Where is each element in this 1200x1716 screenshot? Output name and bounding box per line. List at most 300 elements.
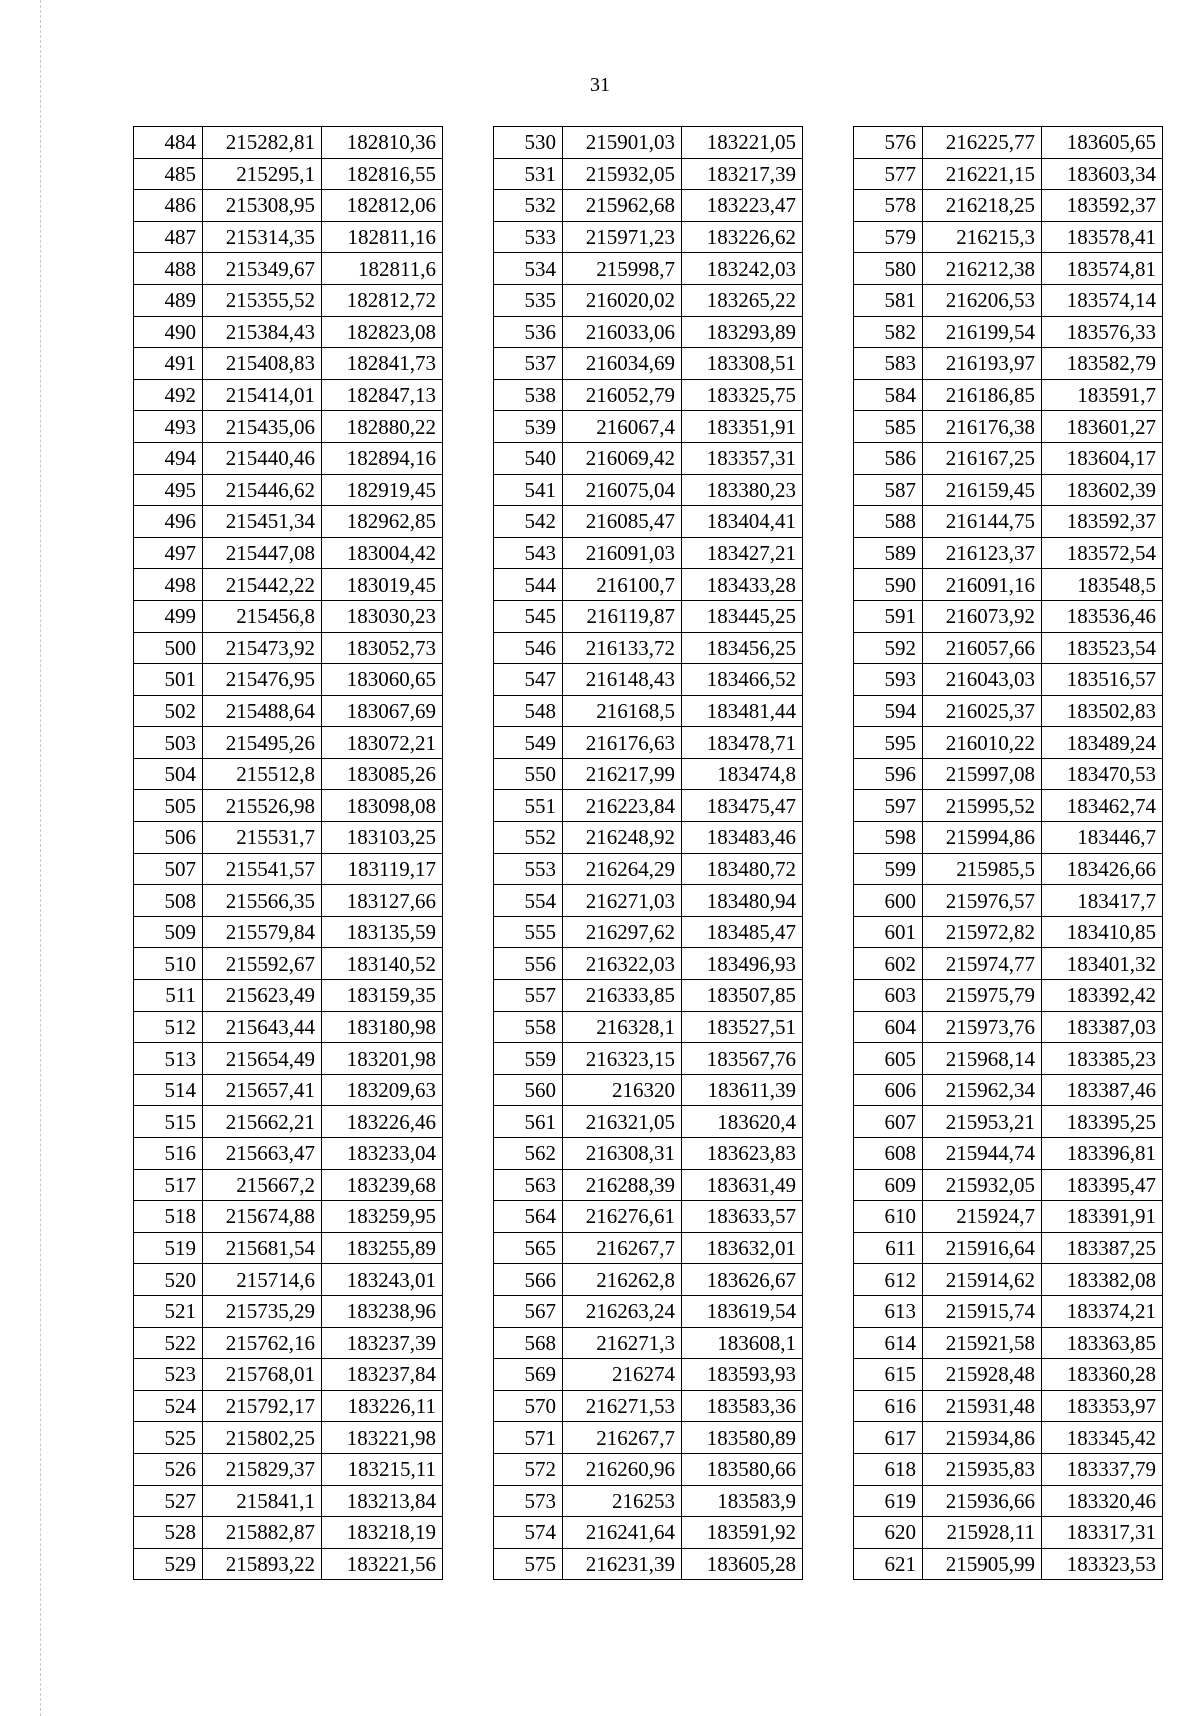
- x-coordinate-cell: 216262,8: [563, 1264, 682, 1296]
- y-coordinate-cell: 183374,21: [1042, 1295, 1163, 1327]
- point-number-cell: 487: [134, 221, 203, 253]
- y-coordinate-cell: 183470,53: [1042, 758, 1163, 790]
- point-number-cell: 602: [854, 948, 923, 980]
- table-row: [854, 822, 1163, 854]
- table-row: [494, 1517, 803, 1549]
- table-row: [854, 695, 1163, 727]
- point-number-cell: 490: [134, 316, 203, 348]
- x-coordinate-cell: 215962,34: [923, 1074, 1042, 1106]
- table-row: [854, 980, 1163, 1012]
- x-coordinate-cell: 215408,83: [203, 348, 322, 380]
- y-coordinate-cell: 183226,11: [322, 1390, 443, 1422]
- y-coordinate-cell: 183201,98: [322, 1043, 443, 1075]
- point-number-cell: 590: [854, 569, 923, 601]
- point-number-cell: 545: [494, 600, 563, 632]
- table-row: [494, 1201, 803, 1233]
- table-row: [854, 1169, 1163, 1201]
- x-coordinate-cell: 215674,88: [203, 1201, 322, 1233]
- table-row: [134, 1106, 443, 1138]
- y-coordinate-cell: 183387,03: [1042, 1011, 1163, 1043]
- point-number-cell: 541: [494, 474, 563, 506]
- x-coordinate-cell: 215714,6: [203, 1264, 322, 1296]
- y-coordinate-cell: 183433,28: [682, 569, 803, 601]
- table-row: [134, 1548, 443, 1580]
- table-row: [494, 221, 803, 253]
- x-coordinate-cell: 216100,7: [563, 569, 682, 601]
- y-coordinate-cell: 182919,45: [322, 474, 443, 506]
- x-coordinate-cell: 216215,3: [923, 221, 1042, 253]
- point-number-cell: 539: [494, 411, 563, 443]
- x-coordinate-cell: 216288,39: [563, 1169, 682, 1201]
- point-number-cell: 497: [134, 537, 203, 569]
- table-row: [134, 284, 443, 316]
- table-row: [494, 695, 803, 727]
- point-number-cell: 507: [134, 853, 203, 885]
- y-coordinate-cell: 183481,44: [682, 695, 803, 727]
- point-number-cell: 538: [494, 379, 563, 411]
- y-coordinate-cell: 183127,66: [322, 885, 443, 917]
- table-row: [134, 348, 443, 380]
- table-row: [134, 379, 443, 411]
- table-row: [134, 442, 443, 474]
- x-coordinate-cell: 215882,87: [203, 1517, 322, 1549]
- x-coordinate-cell: 216218,25: [923, 190, 1042, 222]
- table-row: [494, 1264, 803, 1296]
- point-number-cell: 570: [494, 1390, 563, 1422]
- y-coordinate-cell: 183180,98: [322, 1011, 443, 1043]
- point-number-cell: 596: [854, 758, 923, 790]
- x-coordinate-cell: 215953,21: [923, 1106, 1042, 1138]
- point-number-cell: 619: [854, 1485, 923, 1517]
- table-row: [854, 1043, 1163, 1075]
- y-coordinate-cell: 183466,52: [682, 664, 803, 696]
- coordinates-table-2: [493, 126, 803, 1580]
- table-row: [854, 1548, 1163, 1580]
- table-row: [854, 411, 1163, 443]
- table-row: [494, 1043, 803, 1075]
- x-coordinate-cell: 215841,1: [203, 1485, 322, 1517]
- point-number-cell: 555: [494, 916, 563, 948]
- table-row: [854, 537, 1163, 569]
- x-coordinate-cell: 216199,54: [923, 316, 1042, 348]
- x-coordinate-cell: 215295,1: [203, 158, 322, 190]
- table-row: [854, 853, 1163, 885]
- point-number-cell: 600: [854, 885, 923, 917]
- x-coordinate-cell: 215997,08: [923, 758, 1042, 790]
- table-row: [494, 253, 803, 285]
- table-row: [134, 190, 443, 222]
- y-coordinate-cell: 183527,51: [682, 1011, 803, 1043]
- table-row: [854, 221, 1163, 253]
- table-row: [494, 1232, 803, 1264]
- point-number-cell: 583: [854, 348, 923, 380]
- y-coordinate-cell: 183475,47: [682, 790, 803, 822]
- y-coordinate-cell: 183060,65: [322, 664, 443, 696]
- x-coordinate-cell: 215308,95: [203, 190, 322, 222]
- x-coordinate-cell: 216267,7: [563, 1232, 682, 1264]
- table-row: [134, 411, 443, 443]
- point-number-cell: 522: [134, 1327, 203, 1359]
- point-number-cell: 506: [134, 822, 203, 854]
- point-number-cell: 558: [494, 1011, 563, 1043]
- table-row: [134, 632, 443, 664]
- y-coordinate-cell: 183623,83: [682, 1138, 803, 1170]
- x-coordinate-cell: 216241,64: [563, 1517, 682, 1549]
- y-coordinate-cell: 183387,25: [1042, 1232, 1163, 1264]
- table-row: [134, 1390, 443, 1422]
- point-number-cell: 511: [134, 980, 203, 1012]
- table-row: [134, 664, 443, 696]
- x-coordinate-cell: 216067,4: [563, 411, 682, 443]
- point-number-cell: 610: [854, 1201, 923, 1233]
- y-coordinate-cell: 183478,71: [682, 727, 803, 759]
- point-number-cell: 496: [134, 506, 203, 538]
- table-row: [494, 411, 803, 443]
- point-number-cell: 547: [494, 664, 563, 696]
- x-coordinate-cell: 216322,03: [563, 948, 682, 980]
- x-coordinate-cell: 215566,35: [203, 885, 322, 917]
- table-row: [494, 1138, 803, 1170]
- y-coordinate-cell: 183417,7: [1042, 885, 1163, 917]
- point-number-cell: 617: [854, 1422, 923, 1454]
- y-coordinate-cell: 183221,98: [322, 1422, 443, 1454]
- x-coordinate-cell: 216091,03: [563, 537, 682, 569]
- y-coordinate-cell: 183548,5: [1042, 569, 1163, 601]
- point-number-cell: 567: [494, 1295, 563, 1327]
- y-coordinate-cell: 182812,06: [322, 190, 443, 222]
- point-number-cell: 505: [134, 790, 203, 822]
- x-coordinate-cell: 216057,66: [923, 632, 1042, 664]
- x-coordinate-cell: 215972,82: [923, 916, 1042, 948]
- y-coordinate-cell: 182847,13: [322, 379, 443, 411]
- point-number-cell: 492: [134, 379, 203, 411]
- point-number-cell: 589: [854, 537, 923, 569]
- point-number-cell: 495: [134, 474, 203, 506]
- table-row: [494, 316, 803, 348]
- point-number-cell: 598: [854, 822, 923, 854]
- point-number-cell: 591: [854, 600, 923, 632]
- table-row: [854, 379, 1163, 411]
- table-row: [134, 1485, 443, 1517]
- y-coordinate-cell: 183396,81: [1042, 1138, 1163, 1170]
- y-coordinate-cell: 183523,54: [1042, 632, 1163, 664]
- table-row: [854, 1359, 1163, 1391]
- point-number-cell: 613: [854, 1295, 923, 1327]
- y-coordinate-cell: 183603,34: [1042, 158, 1163, 190]
- y-coordinate-cell: 183567,76: [682, 1043, 803, 1075]
- y-coordinate-cell: 183632,01: [682, 1232, 803, 1264]
- table-row: [134, 1138, 443, 1170]
- x-coordinate-cell: 215901,03: [563, 127, 682, 159]
- point-number-cell: 503: [134, 727, 203, 759]
- table-row: [134, 695, 443, 727]
- table-row: [854, 1138, 1163, 1170]
- y-coordinate-cell: 183592,37: [1042, 506, 1163, 538]
- y-coordinate-cell: 183103,25: [322, 822, 443, 854]
- point-number-cell: 516: [134, 1138, 203, 1170]
- table-row: [854, 348, 1163, 380]
- point-number-cell: 597: [854, 790, 923, 822]
- x-coordinate-cell: 215473,92: [203, 632, 322, 664]
- table-row: [854, 1264, 1163, 1296]
- y-coordinate-cell: 183004,42: [322, 537, 443, 569]
- point-number-cell: 517: [134, 1169, 203, 1201]
- point-number-cell: 585: [854, 411, 923, 443]
- x-coordinate-cell: 215976,57: [923, 885, 1042, 917]
- point-number-cell: 509: [134, 916, 203, 948]
- y-coordinate-cell: 183480,94: [682, 885, 803, 917]
- y-coordinate-cell: 183574,14: [1042, 284, 1163, 316]
- x-coordinate-cell: 216323,15: [563, 1043, 682, 1075]
- table-row: [854, 1327, 1163, 1359]
- y-coordinate-cell: 183395,25: [1042, 1106, 1163, 1138]
- table-row: [494, 980, 803, 1012]
- x-coordinate-cell: 215893,22: [203, 1548, 322, 1580]
- point-number-cell: 601: [854, 916, 923, 948]
- y-coordinate-cell: 183536,46: [1042, 600, 1163, 632]
- x-coordinate-cell: 216221,15: [923, 158, 1042, 190]
- point-number-cell: 488: [134, 253, 203, 285]
- y-coordinate-cell: 183135,59: [322, 916, 443, 948]
- y-coordinate-cell: 183259,95: [322, 1201, 443, 1233]
- x-coordinate-cell: 215282,81: [203, 127, 322, 159]
- table-row: [494, 1422, 803, 1454]
- y-coordinate-cell: 182811,16: [322, 221, 443, 253]
- table-row: [494, 664, 803, 696]
- x-coordinate-cell: 215643,44: [203, 1011, 322, 1043]
- y-coordinate-cell: 183591,92: [682, 1517, 803, 1549]
- y-coordinate-cell: 183395,47: [1042, 1169, 1163, 1201]
- x-coordinate-cell: 215681,54: [203, 1232, 322, 1264]
- y-coordinate-cell: 183217,39: [682, 158, 803, 190]
- point-number-cell: 569: [494, 1359, 563, 1391]
- point-number-cell: 553: [494, 853, 563, 885]
- table-row: [134, 506, 443, 538]
- y-coordinate-cell: 182841,73: [322, 348, 443, 380]
- point-number-cell: 523: [134, 1359, 203, 1391]
- y-coordinate-cell: 183489,24: [1042, 727, 1163, 759]
- y-coordinate-cell: 183483,46: [682, 822, 803, 854]
- y-coordinate-cell: 183580,89: [682, 1422, 803, 1454]
- point-number-cell: 530: [494, 127, 563, 159]
- x-coordinate-cell: 215994,86: [923, 822, 1042, 854]
- y-coordinate-cell: 183085,26: [322, 758, 443, 790]
- y-coordinate-cell: 183357,31: [682, 442, 803, 474]
- point-number-cell: 559: [494, 1043, 563, 1075]
- y-coordinate-cell: 183480,72: [682, 853, 803, 885]
- x-coordinate-cell: 216308,31: [563, 1138, 682, 1170]
- point-number-cell: 581: [854, 284, 923, 316]
- x-coordinate-cell: 215654,49: [203, 1043, 322, 1075]
- y-coordinate-cell: 183619,54: [682, 1295, 803, 1327]
- x-coordinate-cell: 216123,37: [923, 537, 1042, 569]
- point-number-cell: 608: [854, 1138, 923, 1170]
- table-row: [494, 1106, 803, 1138]
- y-coordinate-cell: 183215,11: [322, 1453, 443, 1485]
- table-row: [854, 316, 1163, 348]
- table-row: [494, 1011, 803, 1043]
- point-number-cell: 615: [854, 1359, 923, 1391]
- table-row: [854, 600, 1163, 632]
- table-row: [494, 442, 803, 474]
- y-coordinate-cell: 183426,66: [1042, 853, 1163, 885]
- table-row: [134, 790, 443, 822]
- table-row: [854, 127, 1163, 159]
- y-coordinate-cell: 183351,91: [682, 411, 803, 443]
- x-coordinate-cell: 216091,16: [923, 569, 1042, 601]
- x-coordinate-cell: 215662,21: [203, 1106, 322, 1138]
- point-number-cell: 621: [854, 1548, 923, 1580]
- point-number-cell: 556: [494, 948, 563, 980]
- x-coordinate-cell: 215495,26: [203, 727, 322, 759]
- point-number-cell: 557: [494, 980, 563, 1012]
- x-coordinate-cell: 215657,41: [203, 1074, 322, 1106]
- table-row: [494, 727, 803, 759]
- table-row: [854, 1011, 1163, 1043]
- y-coordinate-cell: 183496,93: [682, 948, 803, 980]
- y-coordinate-cell: 183583,36: [682, 1390, 803, 1422]
- x-coordinate-cell: 216193,97: [923, 348, 1042, 380]
- y-coordinate-cell: 183052,73: [322, 632, 443, 664]
- y-coordinate-cell: 182880,22: [322, 411, 443, 443]
- point-number-cell: 514: [134, 1074, 203, 1106]
- point-number-cell: 543: [494, 537, 563, 569]
- coordinates-table-1: [133, 126, 443, 1580]
- y-coordinate-cell: 183604,17: [1042, 442, 1163, 474]
- table-row: [854, 190, 1163, 222]
- margin-guide-line: [40, 0, 41, 1716]
- y-coordinate-cell: 183608,1: [682, 1327, 803, 1359]
- table-row: [134, 537, 443, 569]
- table-row: [854, 1074, 1163, 1106]
- point-number-cell: 568: [494, 1327, 563, 1359]
- y-coordinate-cell: 183385,23: [1042, 1043, 1163, 1075]
- y-coordinate-cell: 182823,08: [322, 316, 443, 348]
- point-number-cell: 594: [854, 695, 923, 727]
- y-coordinate-cell: 183456,25: [682, 632, 803, 664]
- y-coordinate-cell: 183474,8: [682, 758, 803, 790]
- x-coordinate-cell: 215934,86: [923, 1422, 1042, 1454]
- x-coordinate-cell: 215531,7: [203, 822, 322, 854]
- point-number-cell: 609: [854, 1169, 923, 1201]
- table-row: [134, 727, 443, 759]
- point-number-cell: 493: [134, 411, 203, 443]
- x-coordinate-cell: 216148,43: [563, 664, 682, 696]
- table-row: [494, 790, 803, 822]
- page-number: 31: [590, 74, 610, 96]
- y-coordinate-cell: 183019,45: [322, 569, 443, 601]
- point-number-cell: 576: [854, 127, 923, 159]
- table-row: [854, 158, 1163, 190]
- x-coordinate-cell: 216025,37: [923, 695, 1042, 727]
- y-coordinate-cell: 183233,04: [322, 1138, 443, 1170]
- point-number-cell: 582: [854, 316, 923, 348]
- point-number-cell: 500: [134, 632, 203, 664]
- x-coordinate-cell: 216069,42: [563, 442, 682, 474]
- point-number-cell: 564: [494, 1201, 563, 1233]
- x-coordinate-cell: 216320: [563, 1074, 682, 1106]
- table-row: [854, 790, 1163, 822]
- x-coordinate-cell: 215435,06: [203, 411, 322, 443]
- y-coordinate-cell: 183410,85: [1042, 916, 1163, 948]
- table-row: [854, 1232, 1163, 1264]
- x-coordinate-cell: 215928,11: [923, 1517, 1042, 1549]
- y-coordinate-cell: 183067,69: [322, 695, 443, 727]
- table-row: [854, 569, 1163, 601]
- x-coordinate-cell: 216033,06: [563, 316, 682, 348]
- x-coordinate-cell: 216328,1: [563, 1011, 682, 1043]
- y-coordinate-cell: 183578,41: [1042, 221, 1163, 253]
- point-number-cell: 565: [494, 1232, 563, 1264]
- point-number-cell: 562: [494, 1138, 563, 1170]
- point-number-cell: 484: [134, 127, 203, 159]
- point-number-cell: 540: [494, 442, 563, 474]
- table-row: [134, 1453, 443, 1485]
- x-coordinate-cell: 215973,76: [923, 1011, 1042, 1043]
- point-number-cell: 607: [854, 1106, 923, 1138]
- y-coordinate-cell: 183363,85: [1042, 1327, 1163, 1359]
- table-row: [134, 1011, 443, 1043]
- y-coordinate-cell: 183462,74: [1042, 790, 1163, 822]
- point-number-cell: 550: [494, 758, 563, 790]
- x-coordinate-cell: 215667,2: [203, 1169, 322, 1201]
- point-number-cell: 510: [134, 948, 203, 980]
- x-coordinate-cell: 216333,85: [563, 980, 682, 1012]
- point-number-cell: 504: [134, 758, 203, 790]
- point-number-cell: 494: [134, 442, 203, 474]
- x-coordinate-cell: 215928,48: [923, 1359, 1042, 1391]
- table-row: [494, 284, 803, 316]
- y-coordinate-cell: 183320,46: [1042, 1485, 1163, 1517]
- y-coordinate-cell: 183516,57: [1042, 664, 1163, 696]
- y-coordinate-cell: 183223,47: [682, 190, 803, 222]
- y-coordinate-cell: 183502,83: [1042, 695, 1163, 727]
- y-coordinate-cell: 183446,7: [1042, 822, 1163, 854]
- table-row: [854, 442, 1163, 474]
- table-row: [134, 1517, 443, 1549]
- x-coordinate-cell: 216212,38: [923, 253, 1042, 285]
- y-coordinate-cell: 183243,01: [322, 1264, 443, 1296]
- point-number-cell: 536: [494, 316, 563, 348]
- y-coordinate-cell: 183323,53: [1042, 1548, 1163, 1580]
- point-number-cell: 546: [494, 632, 563, 664]
- x-coordinate-cell: 215905,99: [923, 1548, 1042, 1580]
- x-coordinate-cell: 216231,39: [563, 1548, 682, 1580]
- point-number-cell: 604: [854, 1011, 923, 1043]
- point-number-cell: 531: [494, 158, 563, 190]
- x-coordinate-cell: 215442,22: [203, 569, 322, 601]
- table-row: [134, 1201, 443, 1233]
- x-coordinate-cell: 216167,25: [923, 442, 1042, 474]
- point-number-cell: 528: [134, 1517, 203, 1549]
- table-row: [494, 1485, 803, 1517]
- x-coordinate-cell: 215735,29: [203, 1295, 322, 1327]
- x-coordinate-cell: 215488,64: [203, 695, 322, 727]
- x-coordinate-cell: 215663,47: [203, 1138, 322, 1170]
- point-number-cell: 573: [494, 1485, 563, 1517]
- x-coordinate-cell: 215931,48: [923, 1390, 1042, 1422]
- point-number-cell: 574: [494, 1517, 563, 1549]
- y-coordinate-cell: 183072,21: [322, 727, 443, 759]
- x-coordinate-cell: 216267,7: [563, 1422, 682, 1454]
- point-number-cell: 544: [494, 569, 563, 601]
- table-row: [134, 569, 443, 601]
- x-coordinate-cell: 215456,8: [203, 600, 322, 632]
- point-number-cell: 566: [494, 1264, 563, 1296]
- x-coordinate-cell: 215314,35: [203, 221, 322, 253]
- y-coordinate-cell: 183580,66: [682, 1453, 803, 1485]
- table-row: [134, 1169, 443, 1201]
